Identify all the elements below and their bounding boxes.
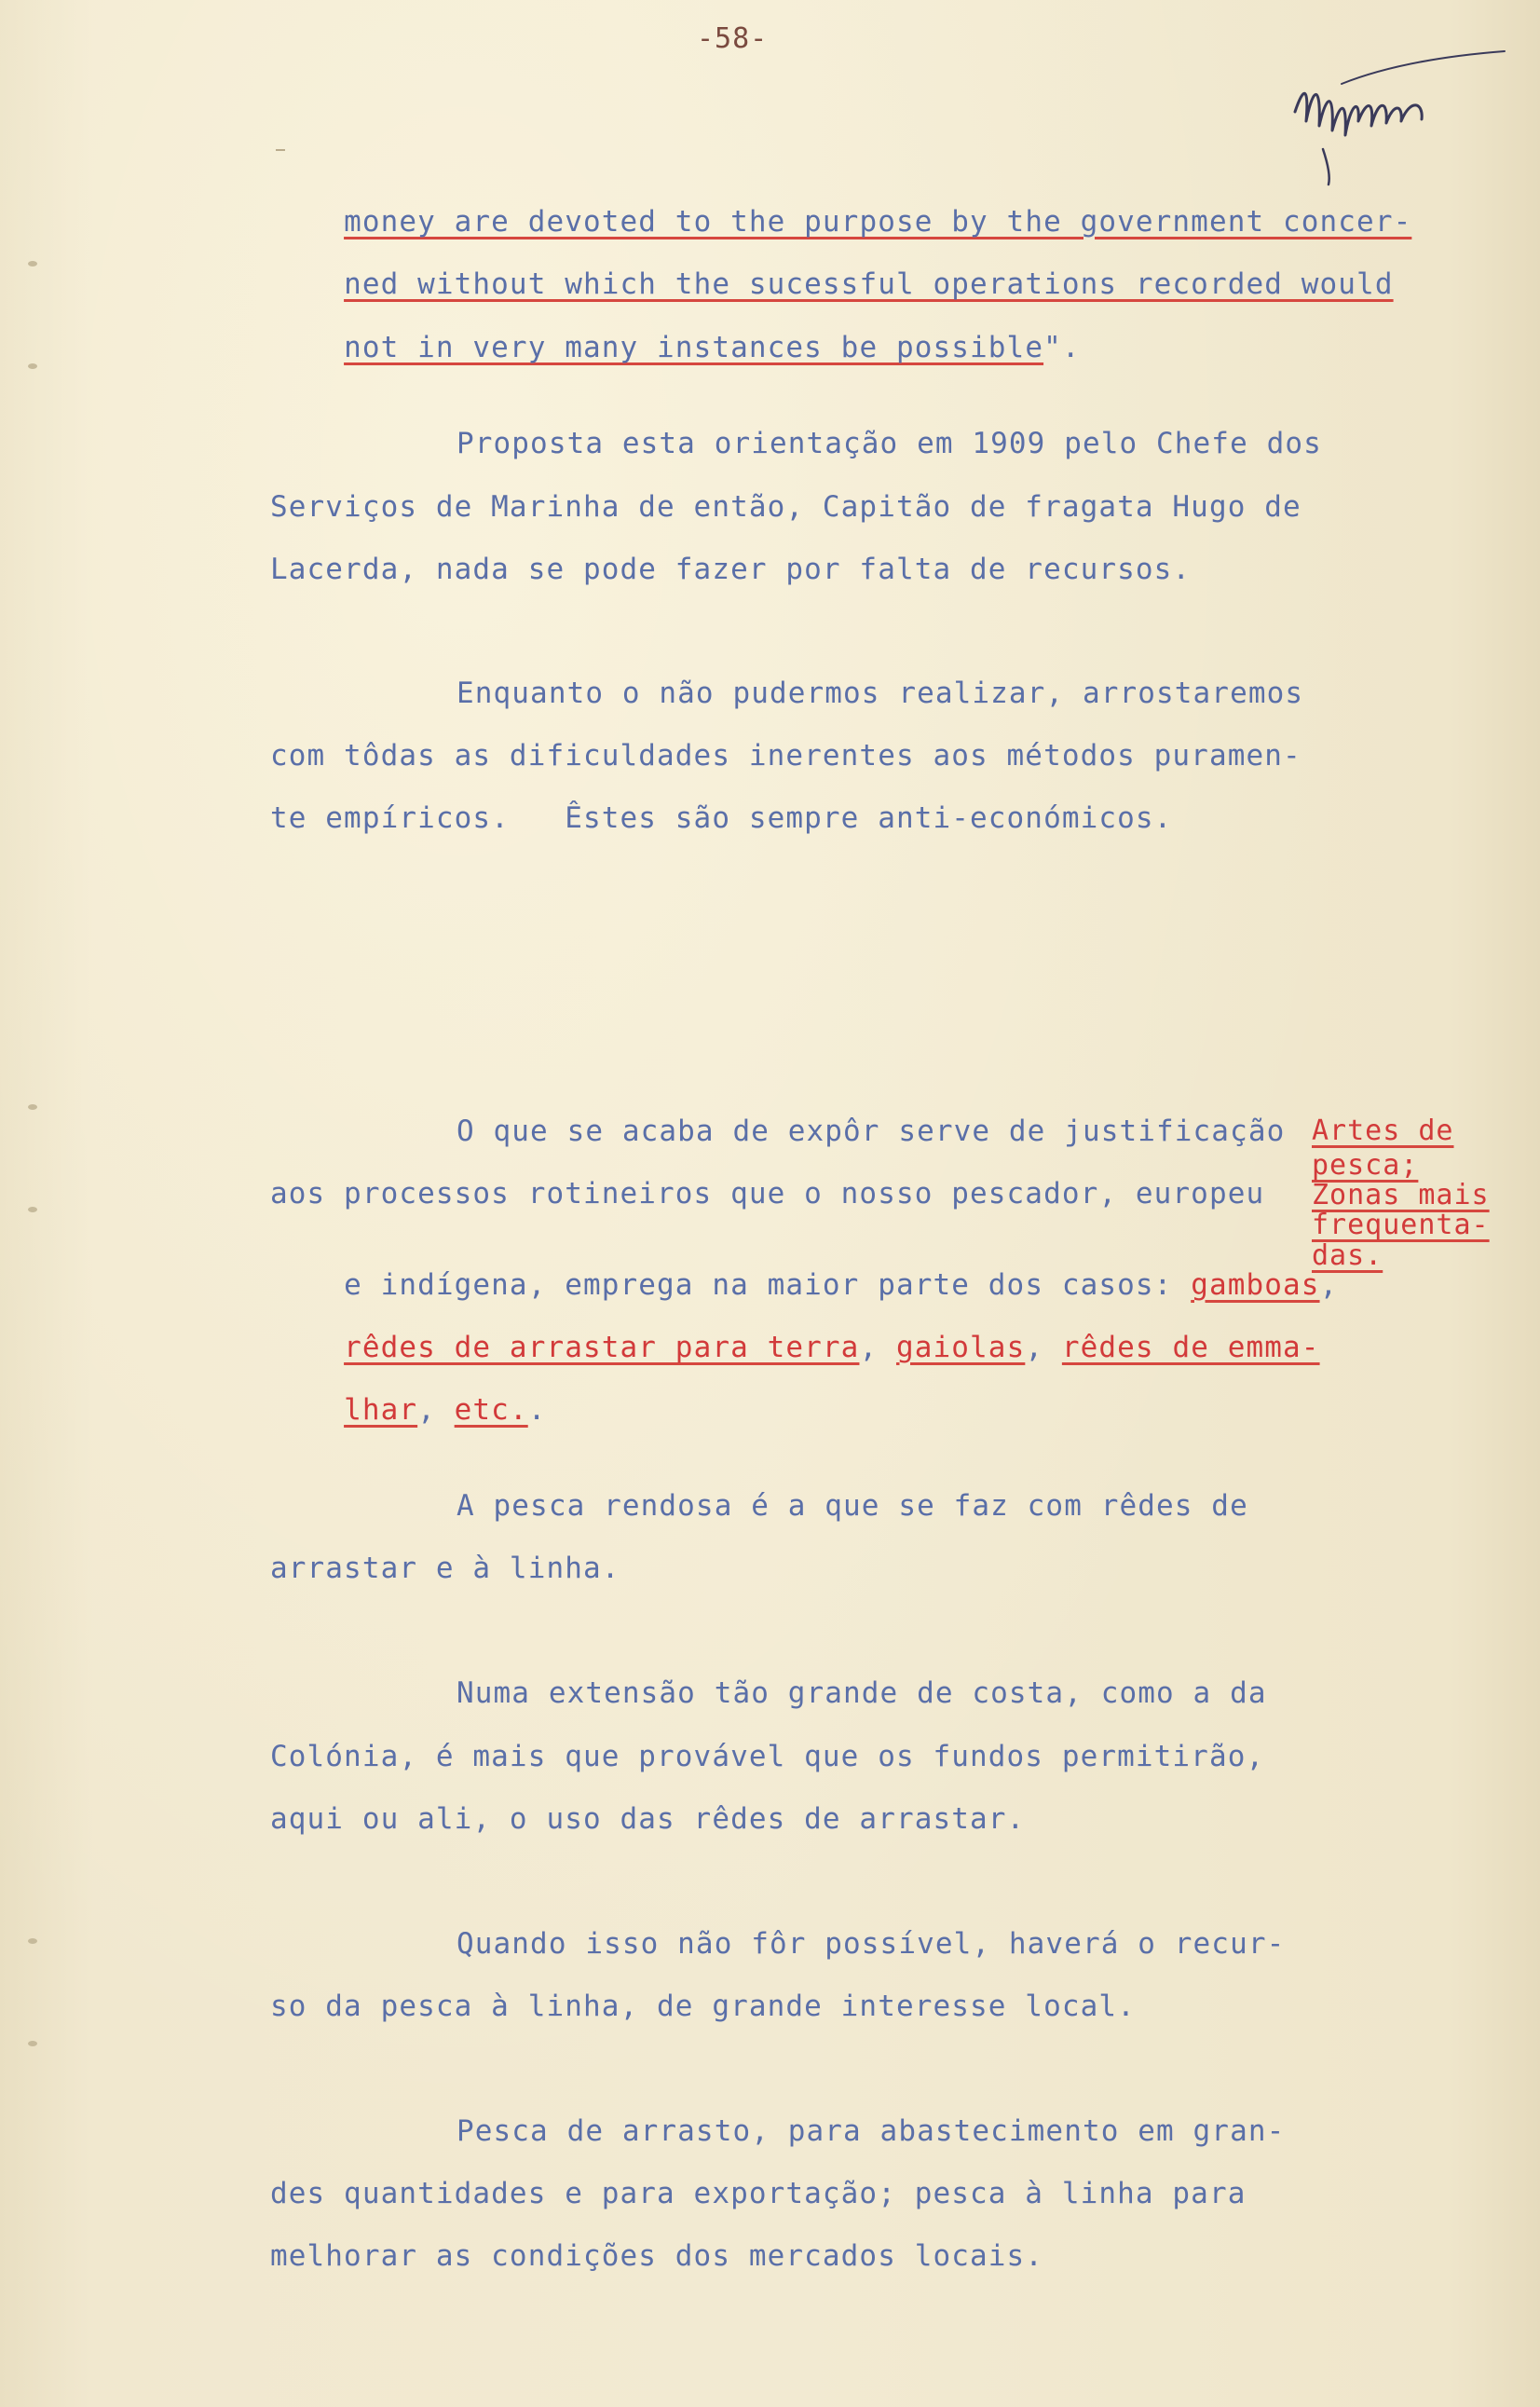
punch-hole-mark: [28, 261, 37, 267]
stray-mark: [276, 149, 285, 151]
paragraph-line: O que se acaba de expôr serve de justificação: [457, 1115, 1286, 1148]
punch-hole-mark: [28, 363, 37, 369]
punch-hole-mark: [28, 1104, 37, 1110]
paragraph-line: lhar, etc..: [344, 1393, 547, 1427]
paragraph-line: Serviços de Marinha de então, Capitão de fragata Hugo de: [270, 490, 1302, 524]
paragraph-line: aos processos rotineiros que o nosso pescador, europeu: [270, 1177, 1265, 1210]
quote-line: money are devoted to the purpose by the government concer-: [344, 205, 1412, 239]
paragraph-line: Colónia, é mais que provável que os fundos permitirão,: [270, 1740, 1265, 1773]
margin-note-line: frequenta-: [1312, 1209, 1490, 1241]
punch-hole-mark: [28, 2041, 37, 2046]
paragraph-line: melhorar as condições dos mercados locais.: [270, 2239, 1044, 2273]
paragraph-line: Pesca de arrasto, para abastecimento em gran-: [457, 2114, 1286, 2148]
paragraph-line: Enquanto o não pudermos realizar, arrostaremos: [457, 677, 1304, 710]
margin-note-line: Zonas mais: [1312, 1179, 1490, 1211]
quote-line: not in very many instances be possible".: [344, 331, 1081, 364]
paragraph-line: A pesca rendosa é a que se faz com rêdes de: [457, 1489, 1248, 1523]
paragraph-line: Proposta esta orientação em 1909 pelo Chefe dos: [457, 427, 1322, 460]
handwritten-signature: [1286, 47, 1519, 186]
page-number: -58-: [697, 22, 769, 55]
punch-hole-mark: [28, 1207, 37, 1212]
margin-note-line: pesca;: [1312, 1149, 1419, 1182]
paragraph-line: so da pesca à linha, de grande interesse local.: [270, 1990, 1136, 2023]
quote-line: ned without which the sucessful operations recorded would: [344, 267, 1394, 301]
paragraph-line: te empíricos. Êstes são sempre anti-económicos.: [270, 801, 1173, 835]
paragraph-line: Numa extensão tão grande de costa, como a da: [457, 1676, 1267, 1710]
paragraph-line: rêdes de arrastar para terra, gaiolas, rêdes de emma-: [344, 1331, 1320, 1364]
paragraph-line: aqui ou ali, o uso das rêdes de arrastar.: [270, 1802, 1026, 1836]
paragraph-line: com tôdas as dificuldades inerentes aos métodos puramen-: [270, 739, 1302, 773]
paragraph-line: Quando isso não fôr possível, haverá o recur-: [457, 1927, 1286, 1961]
paragraph-line: Lacerda, nada se pode fazer por falta de recursos.: [270, 553, 1192, 586]
paragraph-line: des quantidades e para exportação; pesca à linha para: [270, 2177, 1247, 2210]
margin-note-line: das.: [1312, 1239, 1383, 1272]
margin-note-line: Artes de: [1312, 1115, 1454, 1147]
paragraph-line: arrastar e à linha.: [270, 1552, 620, 1585]
paragraph-line: e indígena, emprega na maior parte dos casos: gamboas,: [344, 1268, 1339, 1302]
punch-hole-mark: [28, 1938, 37, 1944]
